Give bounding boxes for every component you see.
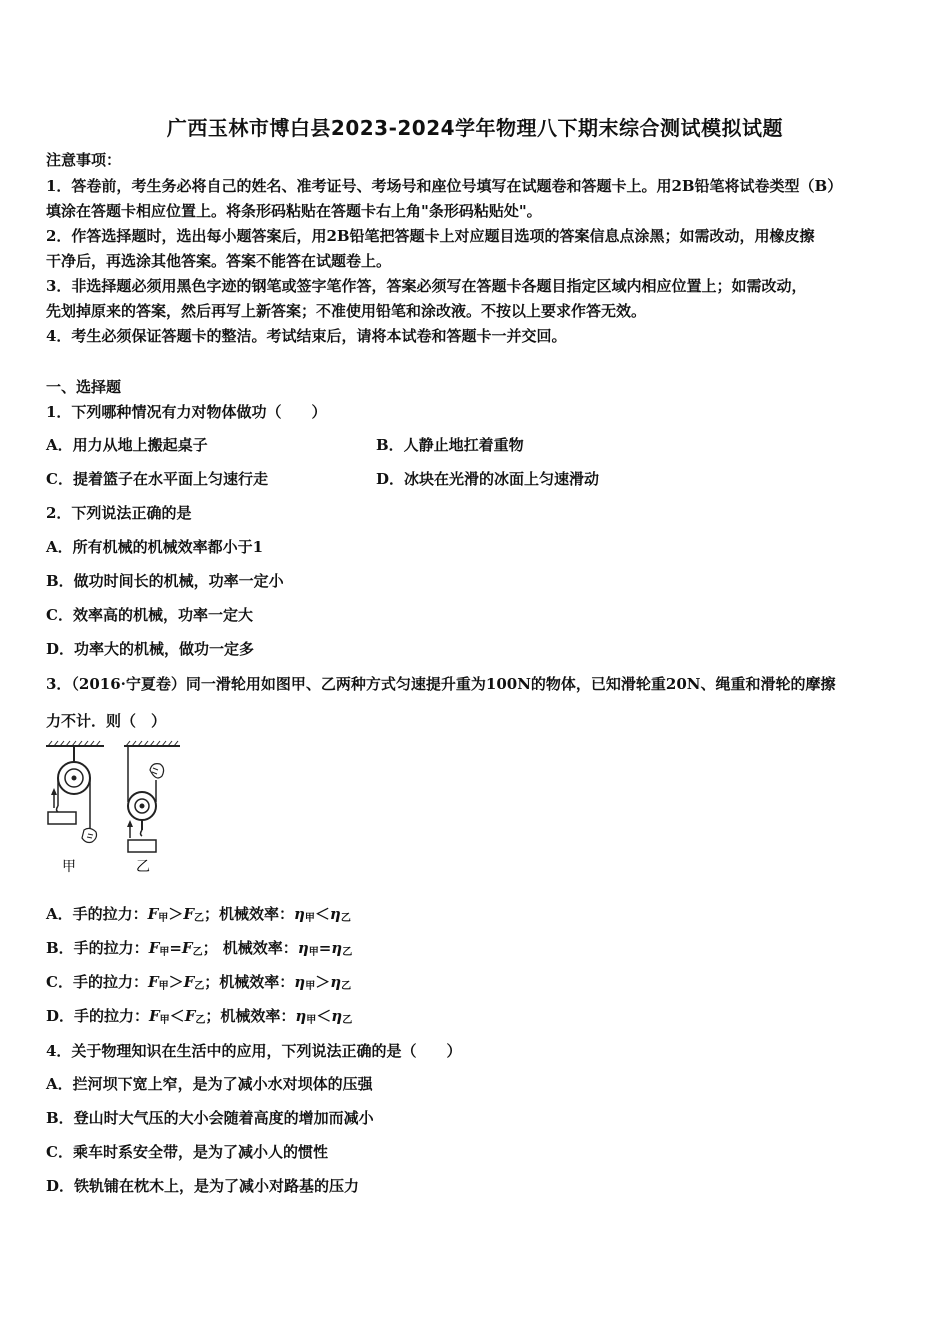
subscript: 甲 [158, 981, 169, 992]
question-4-stem: 4．关于物理知识在生活中的应用，下列说法正确的是（ ） [46, 1042, 462, 1060]
subscript: 甲 [158, 913, 169, 924]
notice-line: 2．作答选择题时，选出每小题答案后，用2B铅笔把答题卡上对应题目选项的答案信息点涂黑；如需改动，用橡皮擦 [46, 227, 815, 245]
relation-sign: ＜ [314, 905, 330, 923]
eta-symbol: η [295, 1007, 307, 1025]
force-symbol: F [183, 905, 194, 923]
force-symbol: F [149, 1007, 160, 1025]
q1-option-c: C．提着篮子在水平面上匀速行走 [46, 470, 268, 488]
subscript: 甲 [304, 913, 315, 924]
force-symbol: F [148, 939, 160, 957]
q2-option-c: C．效率高的机械，功率一定大 [46, 606, 253, 624]
q3-option-b [46, 937, 352, 958]
force-symbol: F [183, 973, 195, 991]
subscript: 甲 [159, 947, 170, 958]
q1-option-d: D．冰块在光滑的冰面上匀速滑动 [376, 470, 600, 488]
subscript: 乙 [342, 1015, 353, 1026]
efficiency-label: ；机械效率： [205, 1007, 296, 1025]
movable-pulley-diagram [124, 741, 180, 852]
q2-option-a: A．所有机械的机械效率都小于1 [46, 538, 264, 556]
notice-line: 1．答卷前，考生务必将自己的姓名、准考证号、考场号和座位号填写在试题卷和答题卡上。用2B铅笔将试卷类型（B） [46, 177, 843, 195]
eta-symbol: η [331, 1007, 343, 1025]
efficiency-label: ；机械效率： [204, 973, 295, 991]
question-3-stem-line1: 3．（2016·宁夏卷）同一滑轮用如图甲、乙两种方式匀速提升重为100N的物体，已知滑轮重20N、绳重和滑轮的摩擦 [46, 675, 836, 693]
efficiency-label: ； 机械效率： [202, 939, 298, 957]
eta-symbol: η [329, 905, 341, 923]
subscript: 乙 [193, 913, 204, 924]
force-symbol: F [184, 1007, 196, 1025]
q1-option-b: B．人静止地扛着重物 [376, 436, 524, 454]
q2-option-b: B．做功时间长的机械，功率一定小 [46, 572, 284, 590]
relation-sign: = [318, 939, 332, 957]
figure-label-b: 乙 [136, 859, 150, 875]
eta-symbol: η [331, 939, 343, 957]
pulley-figure [44, 740, 194, 880]
subscript: 甲 [306, 1015, 317, 1026]
relation-sign: = [169, 939, 182, 957]
q3-option-b-prefix: B．手的拉力： [46, 939, 149, 957]
subscript: 甲 [308, 947, 319, 958]
notice-line: 4．考生必须保证答题卡的整洁。考试结束后，请将本试卷和答题卡一并交回。 [46, 327, 567, 345]
q1-option-a: A．用力从地上搬起桌子 [46, 436, 208, 454]
subscript: 乙 [340, 913, 351, 924]
q3-option-a-prefix: A．手的拉力： [46, 905, 148, 923]
subscript: 乙 [195, 1015, 206, 1026]
force-symbol: F [181, 939, 193, 957]
figure-label-a: 甲 [62, 859, 76, 875]
q4-option-a: A．拦河坝下宽上窄，是为了减小水对坝体的压强 [46, 1075, 373, 1093]
notice-line: 先划掉原来的答案，然后再写上新答案；不准使用铅笔和涂改液。不按以上要求作答无效。 [46, 302, 647, 320]
q4-option-c: C．乘车时系安全带，是为了减小人的惯性 [46, 1143, 328, 1161]
subscript: 乙 [192, 947, 203, 958]
fixed-pulley-diagram [46, 741, 104, 843]
relation-sign: ＞ [168, 905, 184, 923]
section-heading: 一、选择题 [46, 378, 122, 396]
subscript: 甲 [305, 981, 316, 992]
relation-sign: ＞ [315, 973, 331, 991]
eta-symbol: η [330, 973, 342, 991]
page-title: 广西玉林市博白县2023-2024学年物理八下期末综合测试模拟试题 [166, 116, 784, 140]
notice-line: 干净后，再选涂其他答案。答案不能答在试题卷上。 [46, 252, 392, 270]
notice-line: 填涂在答题卡相应位置上。将条形码粘贴在答题卡右上角"条形码粘贴处"。 [46, 202, 542, 220]
subscript: 乙 [342, 947, 353, 958]
q3-option-d [46, 1005, 352, 1026]
subscript: 乙 [341, 981, 352, 992]
subscript: 甲 [159, 1015, 170, 1026]
q3-option-d-prefix: D．手的拉力： [46, 1007, 150, 1025]
q4-option-b: B．登山时大气压的大小会随着高度的增加而减小 [46, 1109, 374, 1127]
relation-sign: ＞ [168, 973, 184, 991]
q3-option-c [46, 971, 351, 992]
force-symbol: F [147, 905, 159, 923]
notice-heading: 注意事项： [46, 151, 122, 169]
q4-option-d: D．铁轨铺在枕木上，是为了减小对路基的压力 [46, 1177, 360, 1195]
question-2-stem: 2．下列说法正确的是 [46, 504, 192, 522]
q3-option-a [46, 903, 351, 924]
eta-symbol: η [293, 905, 305, 923]
relation-sign: ＜ [316, 1007, 332, 1025]
q2-option-d: D．功率大的机械，做功一定多 [46, 640, 255, 658]
efficiency-label: ；机械效率： [203, 905, 294, 923]
relation-sign: ＜ [169, 1007, 185, 1025]
q3-option-c-prefix: C．手的拉力： [46, 973, 148, 991]
notice-line: 3．非选择题必须用黑色字迹的钢笔或签字笔作答，答案必须写在答题卡各题目指定区域内相应位置上；如需改动， [46, 277, 807, 295]
force-symbol: F [147, 973, 159, 991]
question-3-stem-line2: 力不计．则（ ） [46, 712, 167, 730]
question-1-stem: 1．下列哪种情况有力对物体做功（ ） [46, 403, 327, 421]
eta-symbol: η [297, 939, 309, 957]
eta-symbol: η [294, 973, 306, 991]
subscript: 乙 [194, 981, 205, 992]
